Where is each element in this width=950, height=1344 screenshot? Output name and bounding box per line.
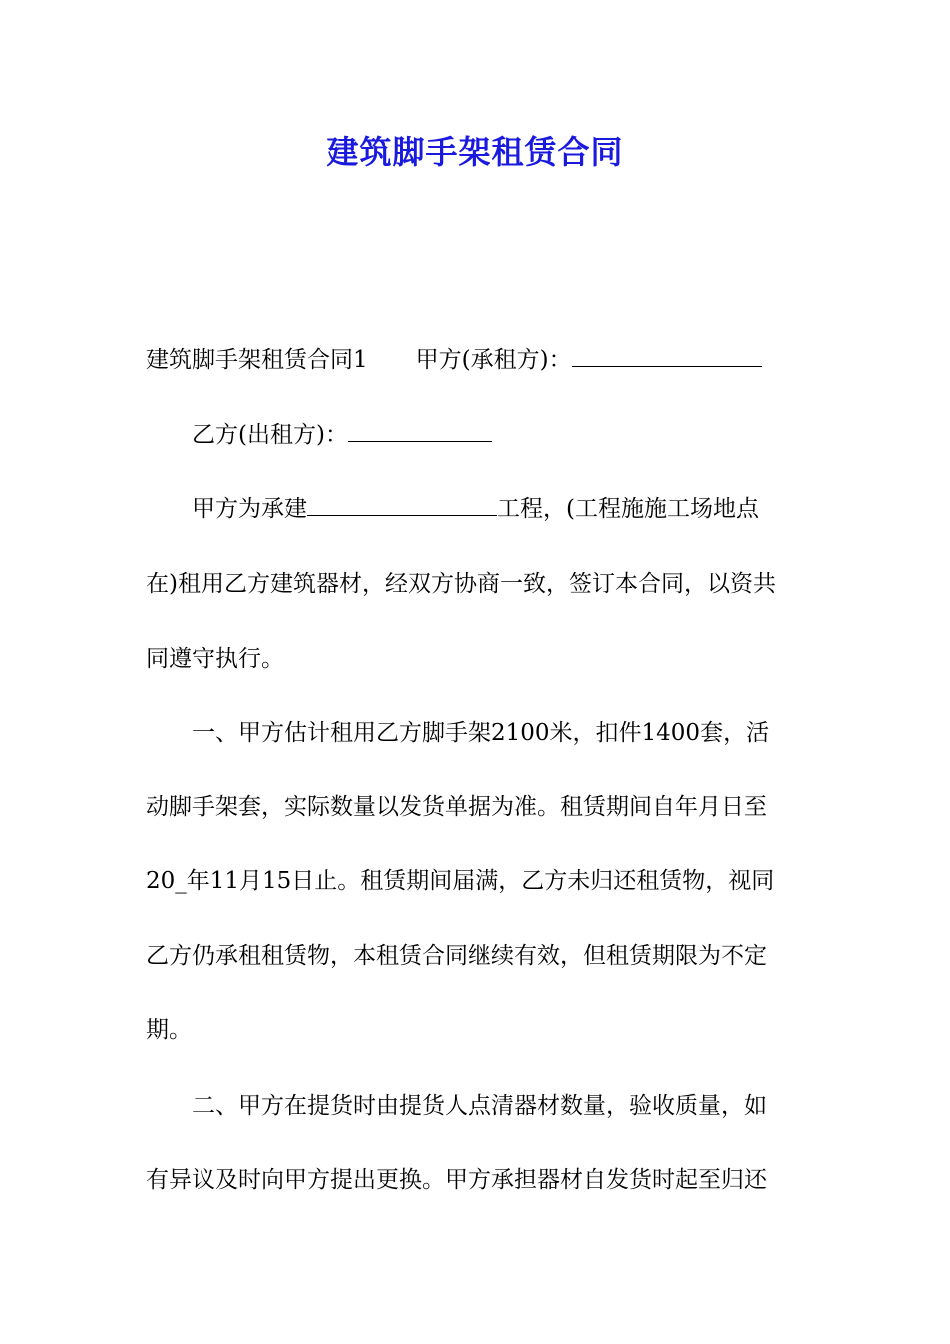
paragraph-line: 一、甲方估计租用乙方脚手架2100米，扣件1400套，活 [192,720,770,746]
party-a-label: 甲方(承租方)： [415,347,572,373]
paragraph-line: 同遵守执行。 [146,646,284,672]
document-title: 建筑脚手架租赁合同 [326,133,624,171]
paragraph-line: 动脚手架套，实际数量以发货单据为准。租赁期间自年月日至 [146,794,767,820]
contract-heading: 建筑脚手架租赁合同1 [146,347,368,373]
paragraph-line: 20_年11月15日止。租赁期间届满，乙方未归还租赁物，视同 [146,868,775,894]
paragraph-line: 乙方仍承租租赁物，本租赁合同继续有效，但租赁期限为不定 [146,943,767,969]
paragraph-line: 甲方为承建 工程，(工程施施工场地点 [192,492,759,526]
project-blank [307,493,497,516]
paragraph-line: 二、甲方在提货时由提货人点清器材数量，验收质量，如 [192,1093,767,1119]
party-b-line [192,418,492,452]
paragraph-line: 在)租用乙方建筑器材，经双方协商一致，签订本合同，以资共 [146,571,776,597]
party-a-blank [572,344,762,367]
party-b-blank [348,419,492,442]
paragraph-line: 期。 [146,1017,192,1043]
party-b-label: 乙方(出租方)： [192,422,348,448]
paragraph-line: 有异议及时向甲方提出更换。甲方承担器材自发货时起至归还 [146,1167,767,1193]
party-a-line [146,343,762,377]
